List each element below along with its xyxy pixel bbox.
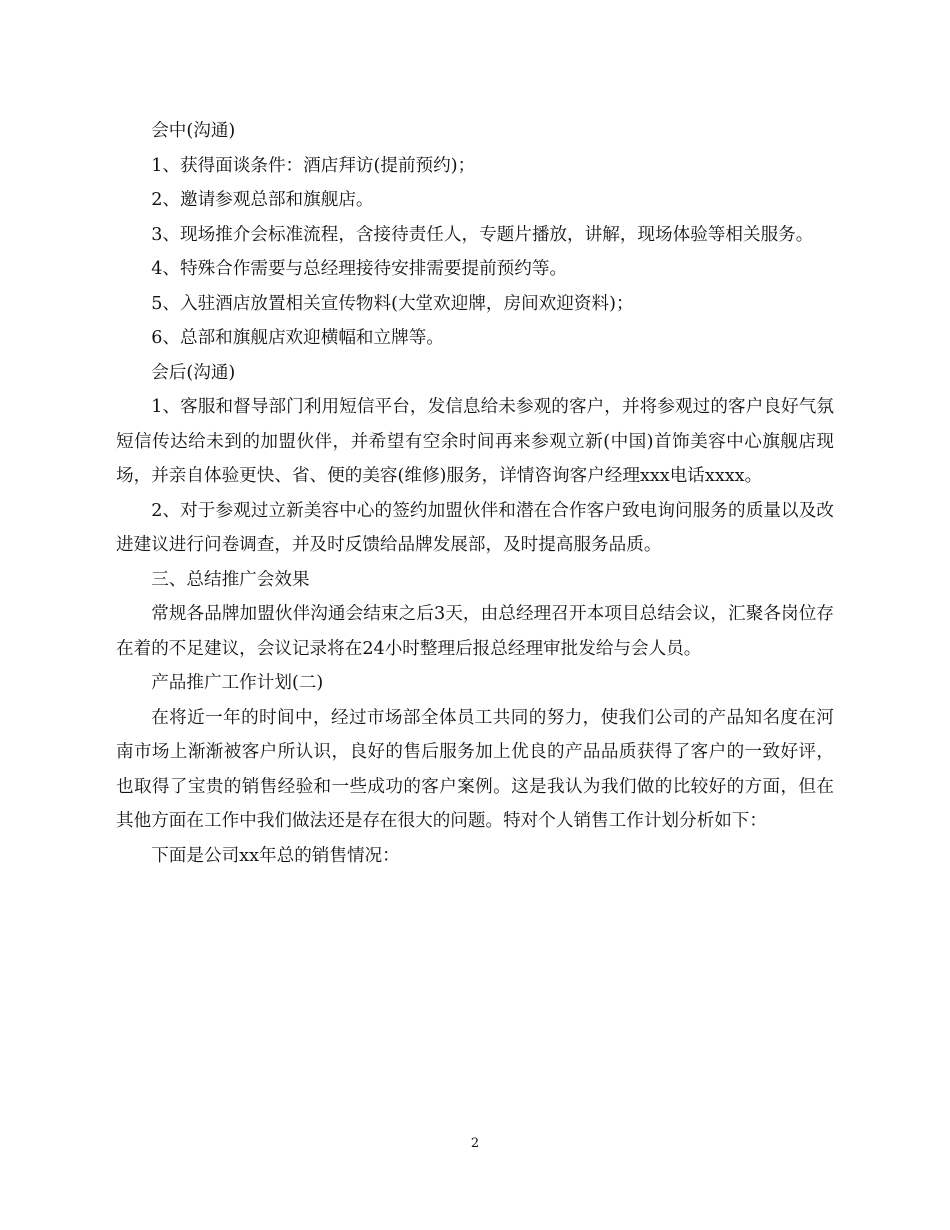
paragraph: 常规各品牌加盟伙伴沟通会结束之后3天，由总经理召开本项目总结会议，汇聚各岗位存在着的不足建议，会议记录将在24小时整理后报总经理审批发给与会人员。	[116, 604, 834, 659]
paragraph: 4、特殊合作需要与总经理接待安排需要提前预约等。	[151, 259, 568, 279]
paragraph: 5、入驻酒店放置相关宣传物料(大堂欢迎牌，房间欢迎资料)；	[151, 293, 634, 314]
paragraph: 1、获得面谈条件：酒店拜访(提前预约)；	[151, 155, 476, 176]
paragraph: 6、总部和旗舰店欢迎横幅和立牌等。	[151, 328, 444, 348]
section-heading-after-meeting: 会后(沟通)	[151, 362, 236, 383]
paragraph: 1、客服和督导部门利用短信平台，发信息给未参观的客户，并将参观过的客户良好气氛短信传达给未到的加盟伙伴，并希望有空余时间再来参观立新(中国)首饰美容中心旗舰店现场，并亲自体验更快、省、便的美容(维修)服务，详情咨询客户经理xxx电话xxxx。	[116, 397, 834, 486]
paragraph: 在将近一年的时间中，经过市场部全体员工共同的努力，使我们公司的产品知名度在河南市场上渐渐被客户所认识，良好的售后服务加上优良的产品品质获得了客户的一致好评，也取得了宝贵的销售经验和一些成功的客户案例。这是我认为我们做的比较好的方面，但在其他方面在工作中我们做法还是存在很大的问题。特对个人销售工作计划分析如下：	[116, 707, 834, 831]
document-body	[116, 114, 834, 873]
section-heading-plan-two: 产品推广工作计划(二)	[151, 673, 324, 693]
paragraph: 2、邀请参观总部和旗舰店。	[151, 190, 374, 210]
page-number: 2	[470, 1136, 480, 1151]
paragraph: 2、对于参观过立新美容中心的签约加盟伙伴和潜在合作客户致电询问服务的质量以及改进建议进行问卷调查，并及时反馈给品牌发展部，及时提高服务品质。	[116, 500, 834, 555]
section-heading-during-meeting: 会中(沟通)	[151, 121, 236, 141]
paragraph: 下面是公司xx年总的销售情况：	[151, 845, 400, 866]
section-heading-summary: 三、总结推广会效果	[151, 569, 310, 590]
paragraph: 3、现场推介会标准流程，含接待责任人，专题片播放，讲解，现场体验等相关服务。	[151, 224, 814, 245]
